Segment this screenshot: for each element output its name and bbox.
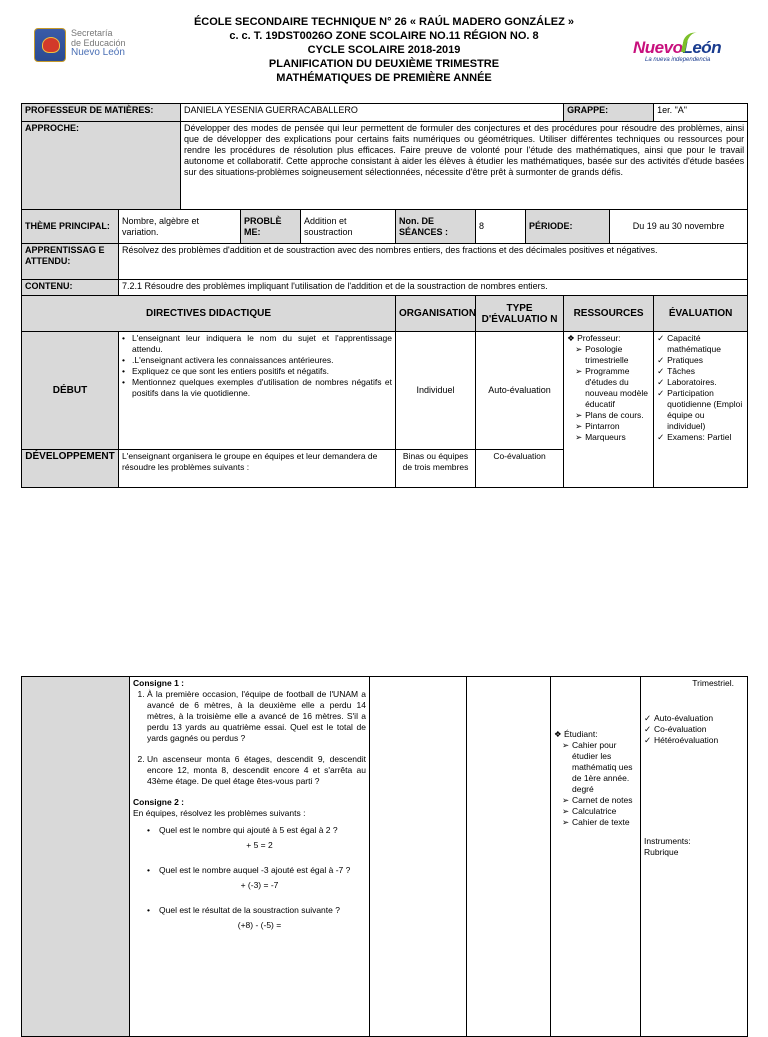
list-item: ❖ Professeur: (567, 333, 621, 343)
header-line-1: ÉCOLE SECONDAIRE TECHNIQUE N° 26 « RAÚL MADERO GONZÁLEZ » (193, 16, 575, 28)
header-line-4: PLANIFICATION DU DEUXIÈME TRIMESTRE (268, 58, 500, 70)
theme-value: Nombre, algèbre et variation. (119, 210, 241, 244)
header-line-2: c. c. T. 19DST0026O ZONE SCOLAIRE NO.11 RÉGION NO. 8 (229, 30, 539, 42)
list-item: • .L'enseignant activera les connaissances antérieures. (122, 355, 334, 365)
logo-left-line3: Nuevo León (71, 47, 125, 58)
list-item: ➢ Carnet de notes (562, 795, 633, 805)
list-item: ➢ Cahier pour étudier les mathématiq ues de 1ère année. degré (562, 740, 633, 794)
apprentissage-text: Résolvez des problèmes d'addition et de soustraction avec des nombres entiers, des fractions et des décimales positives et négatives. (119, 244, 748, 280)
debut-directives (119, 332, 396, 450)
logo-word-nuevo: Nuevo (633, 38, 683, 57)
probleme-label: PROBLÈ ME: (241, 210, 301, 244)
continuation-table (21, 676, 748, 1037)
debut-label: DÉBUT (22, 332, 119, 450)
list-item: ✓ Tâches (657, 366, 695, 376)
list-item: ➢ Plans de cours. (575, 410, 644, 420)
approche-text: Développer des modes de pensée qui leur permettent de formuler des conjectures et des procédures pour résoudre des problèmes, ainsi que de développer des explications pour certains faits numériques ou géométriques. Utiliser différentes techniques ou ressources pour rendre les procédures de résolution plus efficaces. Faire preuve de volonté pour l'étude des mathématiques, ainsi que pour le travail autonome et collaboratif. Cette approche consistant à aider les élèves à étudier les mathématiques, basée sur des activités d'étude basées sur des situations-problèmes soigneusement sélectionnées, nécessite d'être prêt à surmonter de grands défis. (181, 122, 748, 210)
empty-organisation-cell (370, 677, 467, 1037)
grappe-value: 1er. "A" (654, 104, 748, 122)
col-type-evaluation: TYPE D'ÉVALUATIO N (476, 296, 564, 332)
empty-phase-cell (22, 677, 130, 1037)
approche-label: APPROCHE: (22, 122, 181, 210)
consigne1-title: Consigne 1 : (133, 678, 185, 688)
list-item: • L'enseignant leur indiquera le nom du sujet et l'apprentissage attendu. (122, 333, 393, 354)
list-item: ➢ Marqueurs (575, 432, 626, 442)
col-evaluation: ÉVALUATION (654, 296, 748, 332)
seances-label: Non. DE SÉANCES : (396, 210, 476, 244)
list-item: ➢ Programme d'études du nouveau modèle éducatif (575, 366, 648, 409)
list-item: ✓ Co-évaluation (644, 724, 707, 734)
logo-left-line2: de Educación (71, 38, 126, 48)
seances-value: 8 (476, 210, 526, 244)
list-item: ➢ Posologie trimestrielle (575, 344, 629, 365)
ressources-cell (564, 332, 654, 488)
logo-word-leon: León (682, 38, 722, 57)
dev-label: DÉVELOPPEMENT (22, 450, 119, 488)
col-directives: DIRECTIVES DIDACTIQUE (22, 296, 396, 332)
consigne2-title: Consigne 2 : (133, 797, 185, 807)
contenu-text: 7.2.1 Résoudre des problèmes impliquant l'utilisation de l'addition et de la soustraction de nombres entiers. (119, 280, 748, 296)
list-item: ✓ Participation quotidienne (Emploi équipe ou individuel) (657, 388, 743, 431)
grappe-label: GRAPPE: (564, 104, 654, 122)
evaluation-cont-cell (641, 677, 748, 1037)
consignes-cell (130, 677, 370, 1037)
list-item: ➢ Pintarron (575, 421, 620, 431)
probleme-value: Addition et soustraction (301, 210, 396, 244)
logo-slogan: La nueva independencia (645, 57, 711, 63)
planning-table (21, 103, 748, 488)
list-item: ✓ Laboratoires. (657, 377, 717, 387)
header-line-3: CYCLE SCOLAIRE 2018-2019 (307, 44, 461, 56)
prof-label: PROFESSEUR DE MATIÈRES: (22, 104, 181, 122)
list-item: • Mentionnez quelques exemples d'utilisation de nombres négatifs et positifs dans la vie quotidienne. (122, 377, 393, 398)
dev-organisation: Binas ou équipes de trois membres (396, 450, 476, 488)
list-item: ➢ Calculatrice (562, 806, 617, 816)
contenu-label: CONTENU: (22, 280, 119, 296)
list-item: 2. Un ascenseur monta 6 étages, descendit 9, descendit encore 12, monta 8, descendit encore 4 et s'arrêta au 43ème étage. De quel étage êtes-vous parti ? (147, 754, 366, 787)
empty-type-cell (467, 677, 551, 1037)
list-item: ✓ Pratiques (657, 355, 704, 365)
dev-type: Co-évaluation (476, 450, 564, 488)
etudiant-cell (551, 677, 641, 1037)
evaluation-cell (654, 332, 748, 488)
dev-text: L'enseignant organisera le groupe en équipes et leur demandera de résoudre les problèmes suivants : (119, 450, 396, 488)
list-item: 1. À la première occasion, l'équipe de football de l'UNAM a avancé de 6 mètres, à la deuxième elle a perdu 14 mètres, à la troisième elle a avancé de 16 mètres. S'il a perdu 13 yards au quatrième essai. Quel est le total de yards gagnés ou perdus ? (147, 689, 366, 744)
col-ressources: RESSOURCES (564, 296, 654, 332)
equation-2: + (-3) = -7 (240, 880, 279, 890)
nuevo-leon-logo (633, 38, 743, 68)
periode-value: Du 19 au 30 novembre (610, 210, 748, 244)
equation-1: + 5 = 2 (246, 840, 273, 850)
logo-left-line1: Secretaría (71, 28, 113, 38)
list-item: ➢ Cahier de texte (562, 817, 630, 827)
col-organisation: ORGANISATION (396, 296, 476, 332)
periode-label: PÉRIODE: (526, 210, 610, 244)
list-item: ✓ Hétéroévaluation (644, 735, 719, 745)
list-item: • Expliquez ce que sont les entiers positifs et négatifs. (122, 366, 330, 376)
eval-trimestriel: Trimestriel. (692, 678, 734, 688)
list-item: ✓ Examens: Partiel (657, 432, 732, 442)
prof-value: DANIELA YESENIA GUERRACABALLERO (181, 104, 564, 122)
list-item: • Quel est le nombre auquel -3 ajouté est égal à -7 ? (147, 865, 351, 875)
debut-organisation: Individuel (396, 332, 476, 450)
consigne2-intro: En équipes, résolvez les problèmes suivants : (133, 808, 306, 818)
instruments: Instruments: Rubrique (644, 836, 691, 857)
apprentissage-label: APPRENTISSAG E ATTENDU: (22, 244, 119, 280)
theme-label: THÈME PRINCIPAL: (22, 210, 119, 244)
header-line-5: MATHÉMATIQUES DE PREMIÈRE ANNÉE (276, 72, 492, 84)
list-item: ✓ Capacité mathématique (657, 333, 721, 354)
list-item: • Quel est le résultat de la soustraction suivante ? (147, 905, 340, 915)
debut-type: Auto-évaluation (476, 332, 564, 450)
list-item: ✓ Auto-évaluation (644, 713, 714, 723)
list-item: ❖ Étudiant: (554, 729, 598, 739)
equation-3: (+8) - (-5) = (237, 920, 282, 930)
list-item: • Quel est le nombre qui ajouté à 5 est égal à 2 ? (147, 825, 338, 835)
